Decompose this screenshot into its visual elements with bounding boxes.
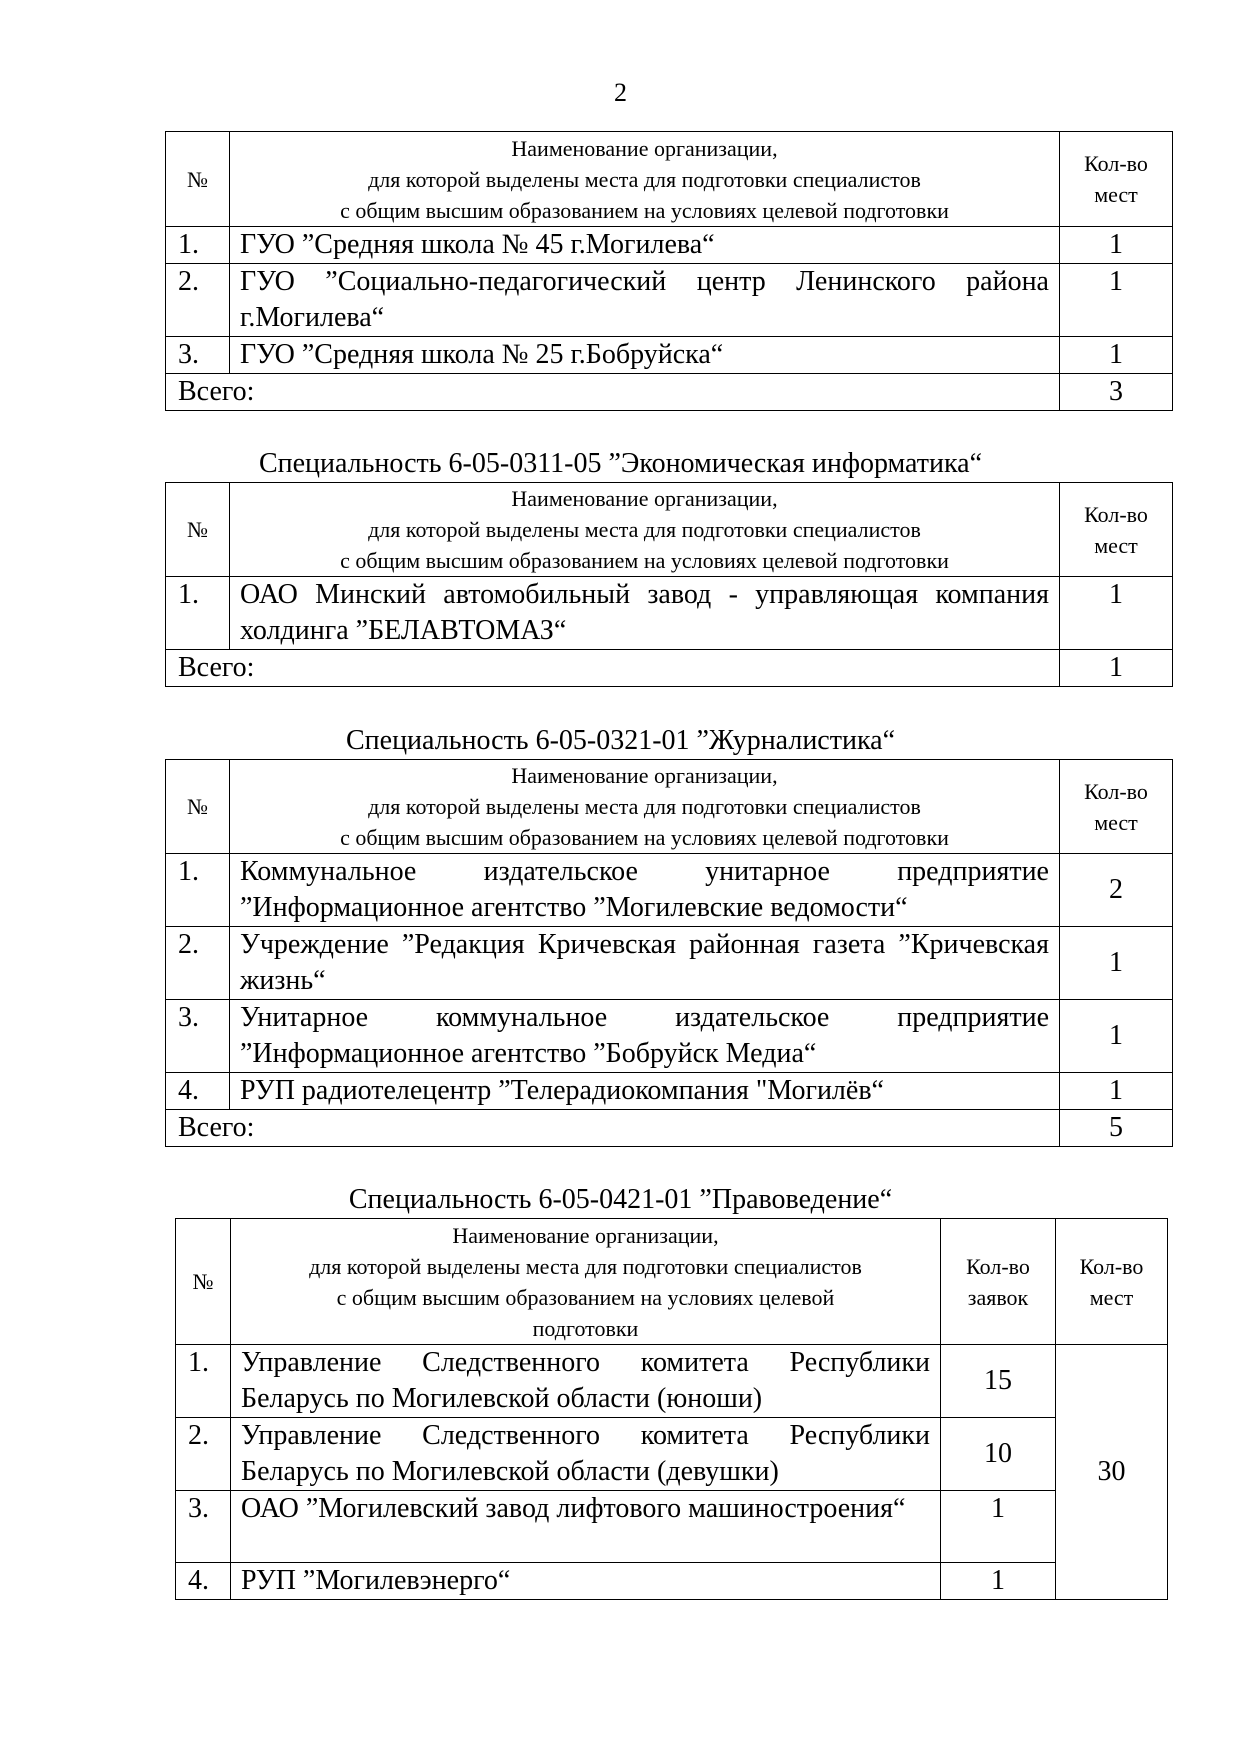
total-value: 3 bbox=[1060, 374, 1173, 411]
table-row bbox=[166, 927, 1173, 1000]
header-num: № bbox=[166, 132, 230, 227]
header-count-line: мест bbox=[1094, 182, 1138, 207]
row-count: 1 bbox=[1060, 264, 1173, 337]
row-organization: ОАО ”Могилевский завод лифтового машиностроения“ bbox=[231, 1491, 941, 1563]
header-count bbox=[1060, 760, 1173, 854]
row-applications: 1 bbox=[941, 1563, 1056, 1600]
row-organization: Коммунальное издательское унитарное предприятие ”Информационное агентство ”Могилевские ведомости“ bbox=[230, 854, 1060, 927]
row-num: 1. bbox=[166, 577, 230, 650]
row-organization: ГУО ”Социально-педагогический центр Ленинского района г.Могилева“ bbox=[230, 264, 1060, 337]
total-label: Всего: bbox=[166, 374, 1060, 411]
table-row bbox=[166, 854, 1173, 927]
header-name-line: подготовки bbox=[532, 1315, 639, 1341]
row-count: 1 bbox=[1060, 337, 1173, 374]
row-organization: Унитарное коммунальное издательское предприятие ”Информационное агентство ”Бобруйск Медиа“ bbox=[230, 1000, 1060, 1073]
row-num: 2. bbox=[166, 264, 230, 337]
header-count-line: Кол-во bbox=[1084, 501, 1148, 527]
row-num: 4. bbox=[176, 1563, 231, 1600]
section-title: Специальность 6-05-0421-01 ”Правоведение“ bbox=[348, 1184, 893, 1215]
table-row bbox=[176, 1491, 1168, 1563]
total-label: Всего: bbox=[166, 1110, 1060, 1147]
row-num: 1. bbox=[176, 1345, 231, 1418]
total-label: Всего: bbox=[166, 650, 1060, 687]
row-num: 3. bbox=[166, 1000, 230, 1073]
row-count: 1 bbox=[1060, 1073, 1173, 1110]
row-applications: 15 bbox=[941, 1345, 1056, 1418]
table-row bbox=[166, 264, 1173, 337]
header-count bbox=[1060, 132, 1173, 227]
header-name-line: Наименование организации, bbox=[452, 1222, 719, 1248]
header-count bbox=[1056, 1219, 1168, 1345]
row-num: 2. bbox=[176, 1418, 231, 1491]
total-value: 5 bbox=[1060, 1110, 1173, 1147]
table-3 bbox=[165, 759, 1173, 1147]
header-name-line: Наименование организации, bbox=[511, 763, 778, 788]
header-count-line: Кол-во bbox=[1084, 778, 1148, 804]
table-row bbox=[166, 1000, 1173, 1073]
header-applications bbox=[941, 1219, 1056, 1345]
header-name-line: Наименование организации, bbox=[511, 135, 778, 161]
section-title: Специальность 6-05-0321-01 ”Журналистика“ bbox=[345, 725, 895, 756]
table-row bbox=[166, 337, 1173, 374]
table-row bbox=[166, 577, 1173, 650]
header-name-line: для которой выделены места для подготовки специалистов bbox=[309, 1253, 862, 1279]
row-count: 2 bbox=[1060, 854, 1173, 927]
header-name bbox=[230, 483, 1060, 577]
table-4 bbox=[175, 1218, 1168, 1600]
header-name-line: с общим высшим образованием на условиях целевой подготовки bbox=[340, 825, 949, 850]
row-organization: РУП радиотелецентр ”Телерадиокомпания "Могилёв“ bbox=[230, 1073, 1060, 1110]
row-num: 1. bbox=[166, 227, 230, 264]
header-applications-line: Кол-во bbox=[966, 1253, 1030, 1279]
row-organization: ОАО Минский автомобильный завод - управляющая компания холдинга ”БЕЛАВТОМАЗ“ bbox=[230, 577, 1060, 650]
header-count bbox=[1060, 483, 1173, 577]
table-header-row bbox=[166, 483, 1173, 577]
table-header-row bbox=[166, 760, 1173, 854]
header-num: № bbox=[176, 1219, 231, 1345]
table-total-row bbox=[166, 1110, 1173, 1147]
row-count: 1 bbox=[1060, 577, 1173, 650]
table-total-row bbox=[166, 650, 1173, 687]
header-name-line: для которой выделены места для подготовки специалистов bbox=[368, 794, 921, 819]
table-row bbox=[176, 1418, 1168, 1491]
table-row bbox=[166, 1073, 1173, 1110]
table-header-row bbox=[176, 1219, 1168, 1345]
header-name-line: с общим высшим образованием на условиях целевой подготовки bbox=[340, 548, 949, 573]
header-name bbox=[231, 1219, 941, 1345]
table-1 bbox=[165, 131, 1173, 411]
header-count-line: мест bbox=[1094, 809, 1138, 835]
header-name-line: с общим высшим образованием на условиях целевой подготовки bbox=[340, 197, 949, 223]
row-organization: Управление Следственного комитета Республики Беларусь по Могилевской области (юноши) bbox=[231, 1345, 941, 1418]
header-name-line: для которой выделены места для подготовки специалистов bbox=[368, 517, 921, 542]
page-number: 2 bbox=[614, 78, 627, 107]
row-organization: Учреждение ”Редакция Кричевская районная газета ”Кричевская жизнь“ bbox=[230, 927, 1060, 1000]
row-num: 3. bbox=[166, 337, 230, 374]
header-count-line: мест bbox=[1094, 532, 1138, 558]
row-organization: ГУО ”Средняя школа № 45 г.Могилева“ bbox=[230, 227, 1060, 264]
row-organization: РУП ”Могилевэнерго“ bbox=[231, 1563, 941, 1600]
table-row bbox=[176, 1563, 1168, 1600]
header-applications-line: заявок bbox=[967, 1284, 1029, 1310]
header-count-line: Кол-во bbox=[1084, 151, 1148, 176]
table-2 bbox=[165, 482, 1173, 687]
section-title: Специальность 6-05-0311-05 ”Экономическая информатика“ bbox=[258, 448, 983, 479]
header-count-line: Кол-во bbox=[1079, 1253, 1144, 1279]
table-row bbox=[166, 227, 1173, 264]
header-name-line: для которой выделены места для подготовки специалистов bbox=[368, 166, 921, 192]
total-value: 1 bbox=[1060, 650, 1173, 687]
header-num: № bbox=[166, 483, 230, 577]
header-name bbox=[230, 132, 1060, 227]
row-applications: 1 bbox=[941, 1491, 1056, 1563]
row-num: 3. bbox=[176, 1491, 231, 1563]
header-num: № bbox=[166, 760, 230, 854]
row-count: 1 bbox=[1060, 227, 1173, 264]
header-name bbox=[230, 760, 1060, 854]
row-organization: ГУО ”Средняя школа № 25 г.Бобруйска“ bbox=[230, 337, 1060, 374]
table-row bbox=[176, 1345, 1168, 1418]
header-count-line: мест bbox=[1089, 1284, 1134, 1310]
table-header-row bbox=[166, 132, 1173, 227]
row-applications: 10 bbox=[941, 1418, 1056, 1491]
header-name-line: с общим высшим образованием на условиях целевой bbox=[336, 1284, 835, 1310]
row-num: 4. bbox=[166, 1073, 230, 1110]
row-count: 1 bbox=[1060, 927, 1173, 1000]
row-organization: Управление Следственного комитета Республики Беларусь по Могилевской области (девушки) bbox=[231, 1418, 941, 1491]
header-name-line: Наименование организации, bbox=[511, 486, 778, 511]
table-total-row bbox=[166, 374, 1173, 411]
merged-count: 30 bbox=[1056, 1345, 1168, 1600]
row-count: 1 bbox=[1060, 1000, 1173, 1073]
row-num: 1. bbox=[166, 854, 230, 927]
row-num: 2. bbox=[166, 927, 230, 1000]
